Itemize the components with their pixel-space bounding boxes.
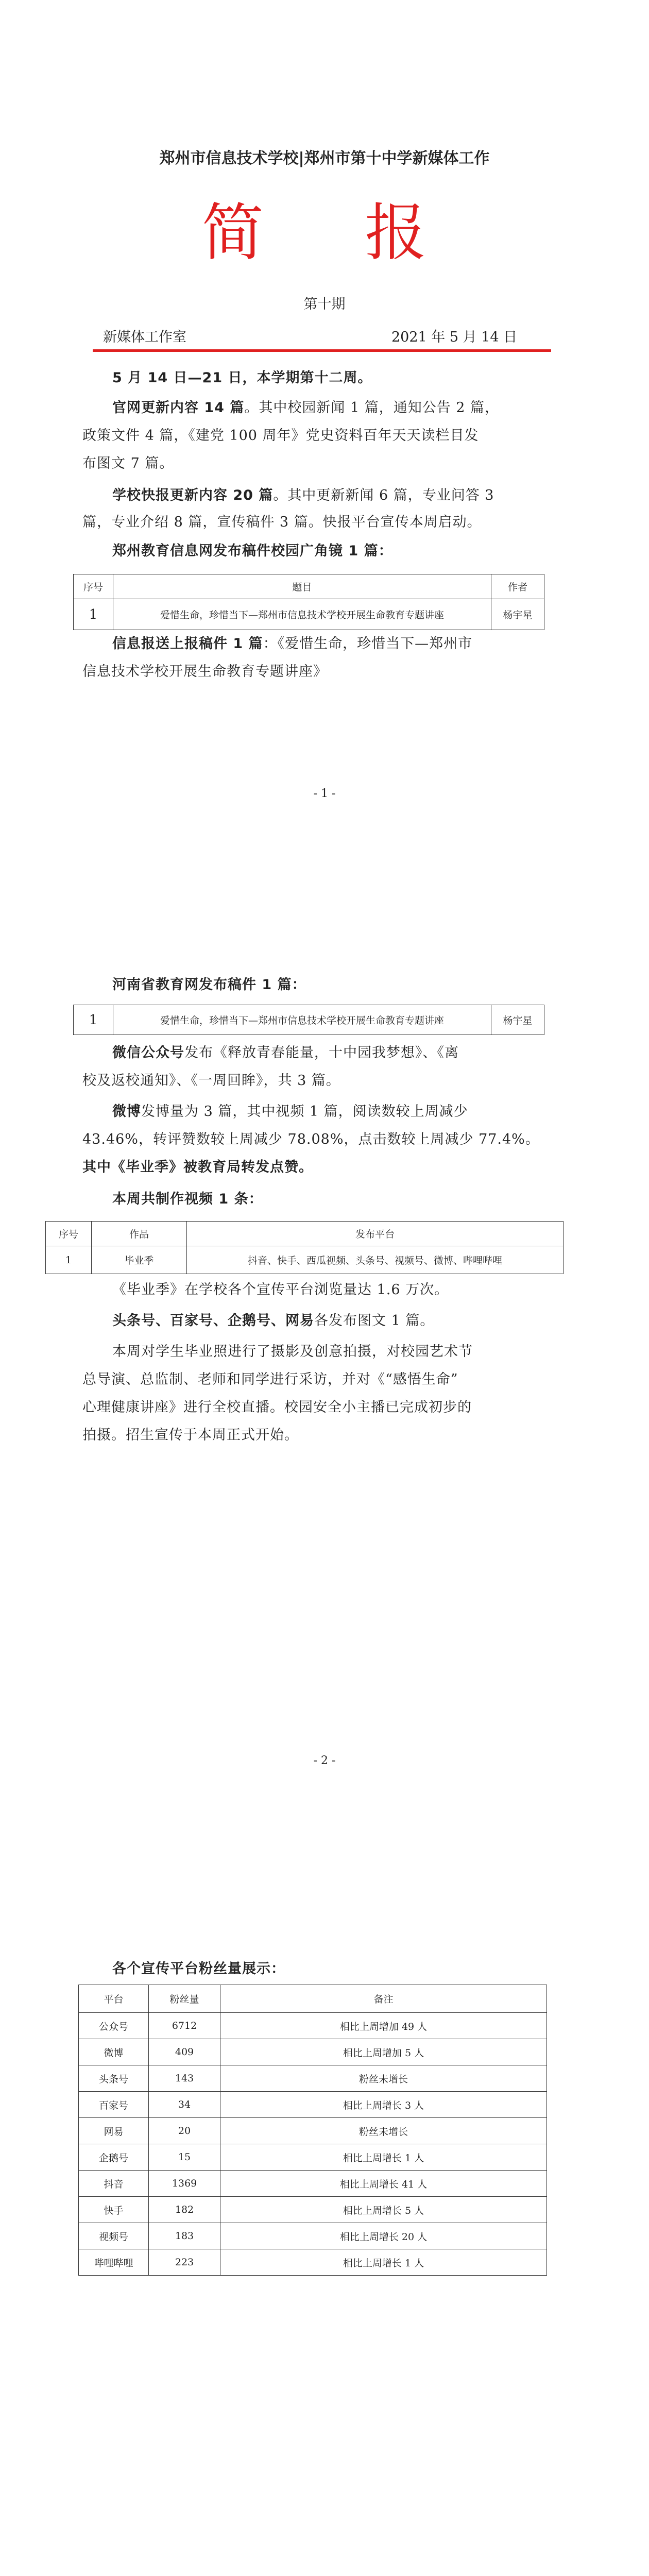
henan-edu-table [73,1005,544,1035]
cell-note: 相比上周增加 49 人 [220,2013,547,2039]
cell-fans: 409 [149,2039,220,2065]
cell-fans: 15 [149,2144,220,2171]
site-update-text-a: 。其中校园新闻 1 篇，通知公告 2 篇， [244,400,500,416]
photo-line-1: 本周对学生毕业照进行了摄影及创意拍摄，对校园艺术节 [112,1344,473,1360]
cell-fans: 20 [149,2118,220,2144]
fans-table-body [79,2013,547,2276]
cell-platform: 哔哩哔哩 [79,2249,149,2276]
cell-platform: 网易 [79,2118,149,2144]
site-update-line-2: 政策文件 4 篇，《建党 100 周年》党史资料百年天天读栏目发 [82,428,479,444]
zz-edu-table [73,574,544,630]
video-note: 《毕业季》在学校各个宣传平台浏览量达 1.6 万次。 [112,1282,449,1298]
wechat-text-a: 发布《释放青春能量，十中园我梦想》、《离 [184,1045,459,1061]
photo-line-4: 拍摄。招生宣传于本周正式开始。 [82,1427,299,1443]
video-colon: ： [248,1191,263,1207]
cell-author: 杨宇星 [491,1005,544,1035]
henan-edu-para [112,973,306,997]
cell-fans: 6712 [149,2013,220,2039]
weibo-para [112,1099,468,1124]
photo-line-2: 总导演、总监制、老师和同学进行采访，并对《“感悟生命” [82,1371,458,1387]
cell-fans: 1369 [149,2171,220,2197]
cell-note: 粉丝未增长 [220,2065,547,2092]
cell-platform: 公众号 [79,2013,149,2039]
cell-platform: 企鹅号 [79,2144,149,2171]
cell-title: 爱惜生命，珍惜当下—郑州市信息技术学校开展生命教育专题讲座 [113,599,491,630]
cell-platform: 微博 [79,2039,149,2065]
col-header-author: 作者 [491,574,544,599]
cell-index: 1 [46,1246,92,1274]
table-row [46,1246,563,1274]
cell-note: 相比上周增长 20 人 [220,2223,547,2249]
table-row [74,599,544,630]
table-row [79,2144,547,2171]
cell-note: 相比上周增长 41 人 [220,2171,547,2197]
issue-date: 2021 年 5 月 14 日 [391,329,518,345]
table-row [74,1005,544,1035]
site-update-label: 官网更新内容 14 篇 [112,400,245,416]
col-header-platforms: 发布平台 [187,1222,563,1246]
cell-title: 爱惜生命，珍惜当下—郑州市信息技术学校开展生命教育专题讲座 [113,1005,491,1035]
table-row [79,2118,547,2144]
zz-edu-colon: ： [378,543,393,559]
cell-note: 相比上周增加 5 人 [220,2039,547,2065]
platforms-para [112,1309,434,1333]
page-3 [0,1834,649,2576]
department: 新媒体工作室 [103,329,186,345]
col-header-title: 题目 [113,574,491,599]
table-row [79,2065,547,2092]
wechat-line-2: 校及返校通知》、《一周回眸》，共 3 篇。 [82,1073,340,1089]
info-report-label: 信息报送上报稿件 1 篇 [112,636,263,652]
header-divider [93,349,551,352]
cell-note: 相比上周增长 3 人 [220,2092,547,2118]
video-table [45,1221,563,1274]
henan-edu-colon: ： [292,977,306,993]
table-row [79,2223,547,2249]
cell-platforms: 抖音、快手、西瓜视频、头条号、视频号、微博、哔哩哔哩 [187,1246,563,1274]
page-1 [0,0,649,917]
fans-title: 各个宣传平台粉丝量展示： [112,1961,285,1977]
cell-platform: 快手 [79,2197,149,2223]
cell-platform: 视频号 [79,2223,149,2249]
express-update-line-2: 篇，专业介绍 8 篇，宣传稿件 3 篇。快报平台宣传本周启动。 [82,514,482,530]
cell-platform: 头条号 [79,2065,149,2092]
col-header-index: 序号 [74,574,113,599]
cell-note: 粉丝未增长 [220,2118,547,2144]
cell-fans: 34 [149,2092,220,2118]
weibo-line-3: 其中《毕业季》被教育局转发点赞。 [82,1159,313,1175]
wechat-para [112,1041,459,1065]
wechat-label: 微信公众号 [112,1045,184,1061]
bulletin-title: 简 报 [201,197,448,269]
zz-edu-para [112,539,393,564]
cell-note: 相比上周增长 5 人 [220,2197,547,2223]
cell-author: 杨宇星 [491,599,544,630]
table-row [79,2092,547,2118]
col-header-fans: 粉丝量 [149,1985,220,2013]
henan-edu-label: 河南省教育网发布稿件 1 篇 [112,977,292,993]
info-report-para [112,632,472,656]
cell-platform: 抖音 [79,2171,149,2197]
zz-edu-label: 郑州教育信息网发布稿件校园广角镜 1 篇 [112,543,379,559]
photo-line-3: 心理健康讲座》进行全校直播。校园安全小主播已完成初步的 [82,1399,472,1415]
cell-platform: 百家号 [79,2092,149,2118]
table-row [79,2197,547,2223]
cell-fans: 143 [149,2065,220,2092]
cell-index: 1 [74,1005,113,1035]
express-update-para [112,483,494,508]
express-update-label: 学校快报更新内容 20 篇 [112,487,274,503]
table-row [79,2249,547,2276]
cell-index: 1 [74,599,113,630]
fans-table [78,1985,547,2276]
page-number: - 2 - [313,1754,336,1767]
cell-fans: 182 [149,2197,220,2223]
org-line: 郑州市信息技术学校|郑州市第十中学新媒体工作 [159,149,490,167]
col-header-work: 作品 [92,1222,187,1246]
col-header-platform: 平台 [79,1985,149,2013]
site-update-line-3: 布图文 7 篇。 [82,455,174,471]
table-row [79,2013,547,2039]
cell-fans: 183 [149,2223,220,2249]
platforms-label: 头条号、百家号、企鹅号、网易 [112,1313,314,1329]
page-number: - 1 - [313,787,336,800]
week-intro: 5 月 14 日—21 日，本学期第十二周。 [112,370,372,386]
table-row [79,2039,547,2065]
col-header-index: 序号 [46,1222,92,1246]
cell-note: 相比上周增长 1 人 [220,2144,547,2171]
video-para [112,1187,263,1212]
cell-fans: 223 [149,2249,220,2276]
cell-work: 毕业季 [92,1246,187,1274]
video-label: 本周共制作视频 1 条 [112,1191,249,1207]
weibo-label: 微博 [112,1104,141,1120]
platforms-text: 各发布图文 1 篇。 [314,1313,435,1329]
issue-number: 第十期 [303,296,346,312]
weibo-text-a: 发博量为 3 篇，其中视频 1 篇，阅读数较上周减少 [141,1104,468,1120]
table-row [79,2171,547,2197]
weibo-line-2: 43.46%，转评赞数较上周减少 78.08%，点击数较上周减少 77.4%。 [82,1131,540,1147]
info-report-text-a: ：《爱惜生命，珍惜当下—郑州市 [263,636,473,652]
info-report-line-2: 信息技术学校开展生命教育专题讲座》 [82,664,328,680]
cell-note: 相比上周增长 1 人 [220,2249,547,2276]
express-update-text-a: 。其中更新新闻 6 篇，专业问答 3 [273,487,494,503]
col-header-note: 备注 [220,1985,547,2013]
page-2 [0,917,649,1834]
site-update-para [112,396,566,420]
